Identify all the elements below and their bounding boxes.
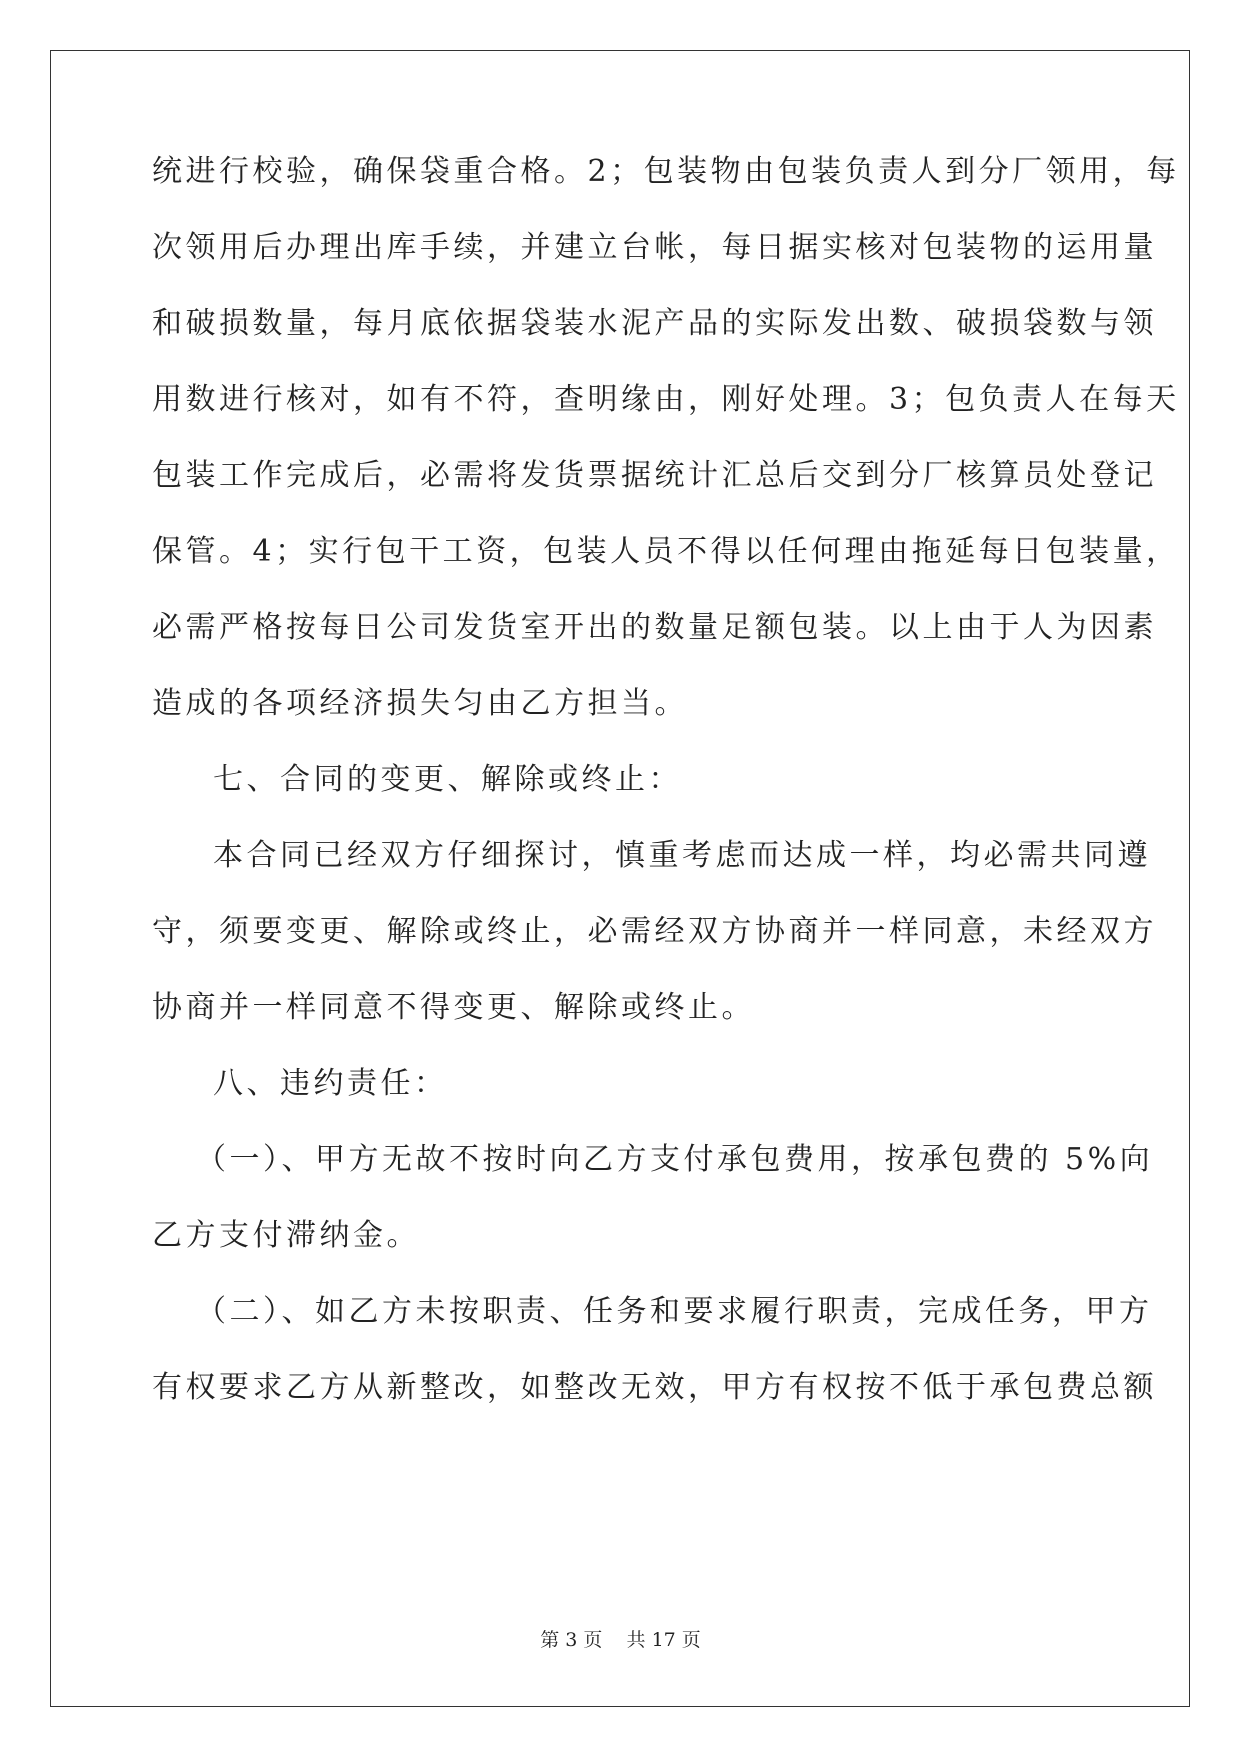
text-line: 和破损数量，每月底依据袋装水泥产品的实际发出数、破损袋数与领 xyxy=(152,306,1157,341)
text-line: 守，须要变更、解除或终止，必需经双方协商并一样同意，未经双方 xyxy=(152,914,1157,949)
text-line: 造成的各项经济损失匀由乙方担当。 xyxy=(152,686,688,721)
page-total: 共 17 页 xyxy=(626,1629,701,1651)
text-line: 保管。4；实行包干工资，包装人员不得以任何理由拖延每日包装量， xyxy=(152,534,1180,569)
text-line: 协商并一样同意不得变更、解除或终止。 xyxy=(152,990,755,1025)
text-line: 乙方支付滞纳金。 xyxy=(152,1218,420,1253)
page-footer xyxy=(0,1628,1241,1652)
text-line: 有权要求乙方从新整改，如整改无效，甲方有权按不低于承包费总额 xyxy=(152,1370,1157,1405)
text-line: 用数进行核对，如有不符，查明缘由，刚好处理。3；包负责人在每天 xyxy=(152,382,1180,417)
text-line: （一）、甲方无故不按时向乙方支付承包费用，按承包费的 5%向 xyxy=(196,1142,1154,1177)
text-line: 统进行校验，确保袋重合格。2；包装物由包装负责人到分厂领用，每 xyxy=(152,154,1180,189)
page-number: 第 3 页 xyxy=(540,1629,603,1651)
text-line: 本合同已经双方仔细探讨，慎重考虑而达成一样，均必需共同遵 xyxy=(213,838,1151,873)
text-line: 包装工作完成后，必需将发货票据统计汇总后交到分厂核算员处登记 xyxy=(152,458,1157,493)
text-line: 次领用后办理出库手续，并建立台帐，每日据实核对包装物的运用量 xyxy=(152,230,1157,265)
section-heading: 七、合同的变更、解除或终止： xyxy=(213,762,682,797)
text-line: 必需严格按每日公司发货室开出的数量足额包装。以上由于人为因素 xyxy=(152,610,1157,645)
page-border xyxy=(50,50,1190,1707)
text-line: （二）、如乙方未按职责、任务和要求履行职责，完成任务，甲方 xyxy=(196,1294,1153,1329)
section-heading: 八、违约责任： xyxy=(213,1066,448,1101)
